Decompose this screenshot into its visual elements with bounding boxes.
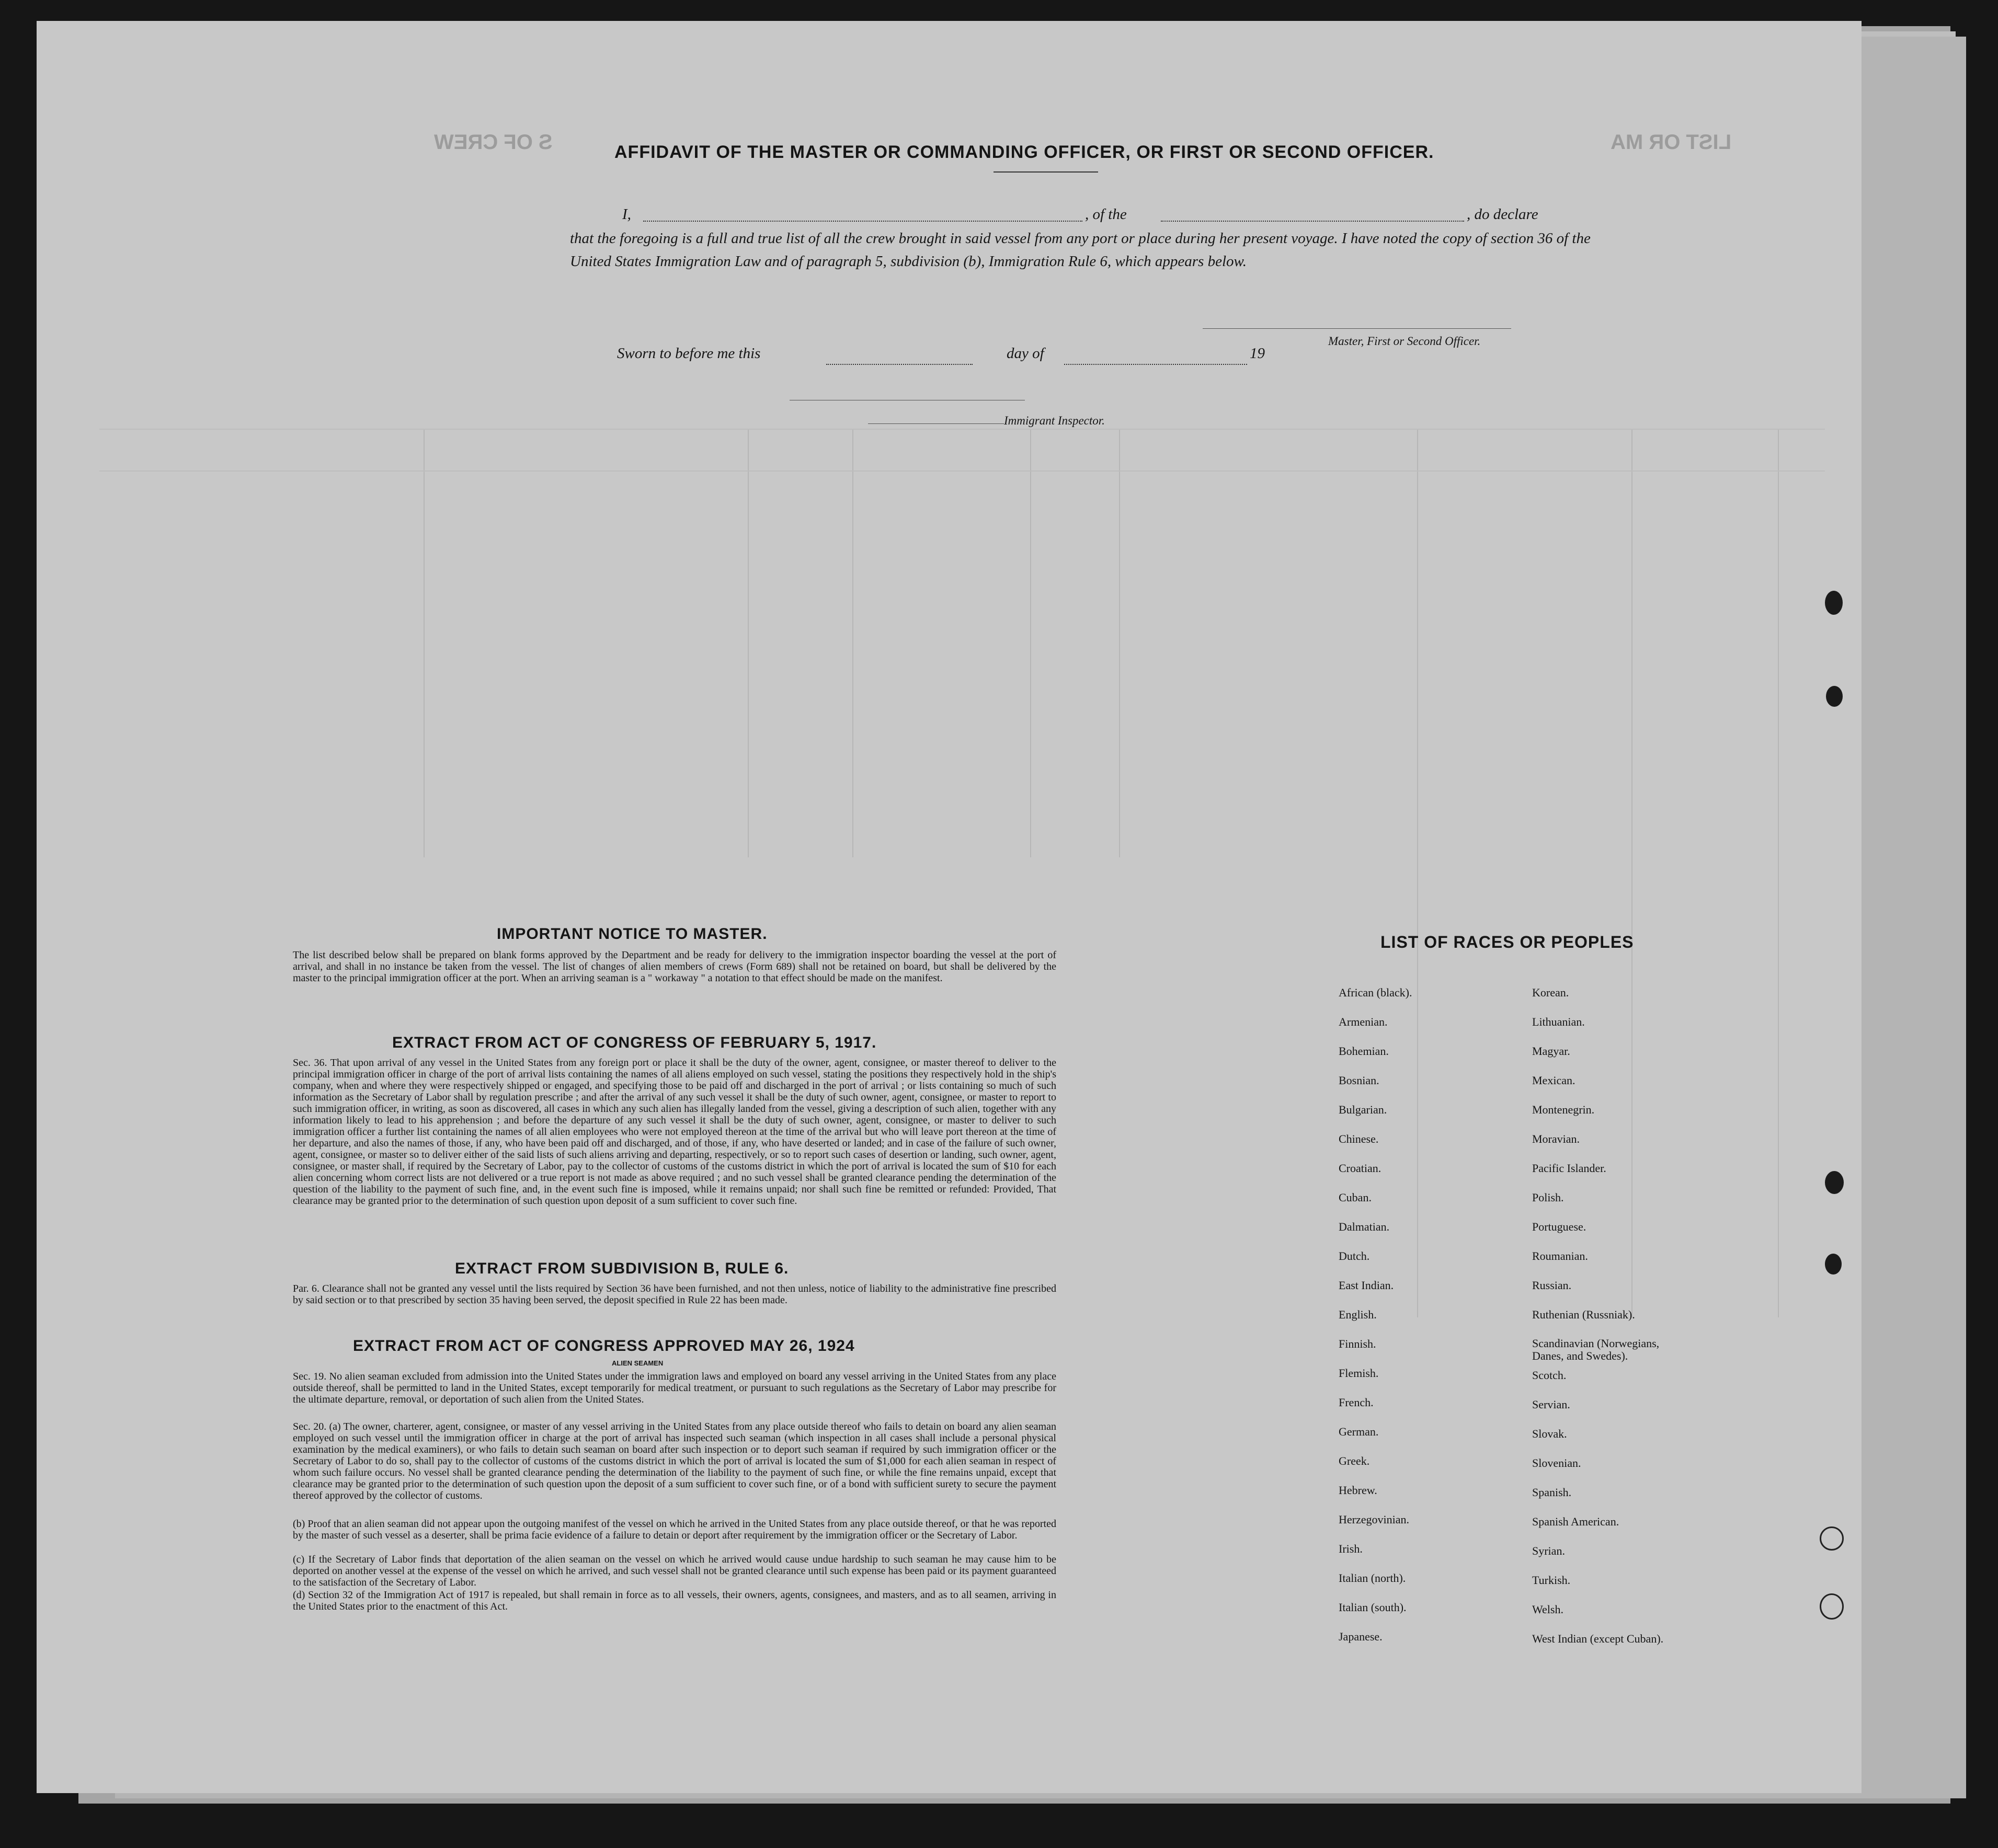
binder-hole: [1825, 1254, 1842, 1275]
race-item: Flemish.: [1339, 1367, 1379, 1380]
race-item: Greek.: [1339, 1454, 1370, 1467]
extract-1924-title: EXTRACT FROM ACT OF CONGRESS APPROVED MAY 26, 1924: [353, 1337, 855, 1355]
race-item: Cuban.: [1339, 1191, 1372, 1204]
binder-hole: [1820, 1593, 1844, 1620]
race-item: Roumanian.: [1532, 1249, 1588, 1262]
race-item: Turkish.: [1532, 1574, 1571, 1587]
race-item: Portuguese.: [1532, 1220, 1586, 1233]
bleed-gridline: [1417, 429, 1418, 1317]
sec-20a-text: Sec. 20. (a) The owner, charterer, agent, consignee, or master of any vessel arriving in the United States from any place outside thereof who fails to detain on board any alien seaman employed on such vessel until the immigration officer in charge at the port of arrival has inspected such seaman (which inspection in all cases shall include a personal physical examination by the medical examiners), or who fails to detain such seaman on board after such inspection or to deport such seaman if required by such immigration officer or the Secretary of Labor to do so, shall pay to the collector of customs of the customs district in which the port of arrival is located the sum of $1,000 for each alien seaman in respect of whom such failure occurs. No vessel shall be granted clearance pending the determination of the liability to the payment of such fine, or while the fine remains unpaid, except that clearance may be granted prior to the determination of such question upon the deposit of a sum sufficient to cover such fine, or of a bond with sufficient surety to secure the payment thereof approved by the collector of customs.: [293, 1421, 1056, 1501]
race-item: Finnish.: [1339, 1337, 1376, 1350]
race-item: Slovenian.: [1532, 1456, 1581, 1470]
race-item: Polish.: [1532, 1191, 1564, 1204]
race-item: Moravian.: [1532, 1132, 1580, 1145]
master-signature-label: Master, First or Second Officer.: [1328, 335, 1481, 348]
race-item: Italian (south).: [1339, 1601, 1407, 1614]
sworn-line: [617, 345, 1297, 371]
race-item: Ruthenian (Russniak).: [1532, 1308, 1635, 1321]
document-page: [37, 21, 1862, 1793]
bleed-rule: [99, 470, 1825, 472]
race-item: West Indian (except Cuban).: [1532, 1632, 1664, 1645]
race-item: Spanish American.: [1532, 1515, 1619, 1528]
race-item: French.: [1339, 1396, 1374, 1409]
affidavit-statement: that the foregoing is a full and true list of all the crew brought in said vessel from any port or place during her present voyage. I have noted the copy of section 36 of the United States Immigration Law and of paragraph 5, subdivision (b), Immigration Rule 6, which appears below.: [570, 230, 1591, 270]
race-item: Welsh.: [1532, 1603, 1563, 1616]
race-item: Scandinavian (Norwegians, Danes, and Swedes).: [1532, 1337, 1660, 1362]
vessel-blank: [1161, 221, 1464, 222]
race-item: Syrian.: [1532, 1544, 1565, 1557]
binder-hole: [1825, 1171, 1844, 1194]
race-item: Magyar.: [1532, 1044, 1570, 1058]
name-blank: [643, 221, 1082, 222]
rule-6-text: Par. 6. Clearance shall not be granted any vessel until the lists required by Section 36 have been furnished, and not then unless, notice of liability to the administrative fine prescribed by said section or to that prescribed by section 35 having been served, the deposit specified in Rule 22 has been made.: [293, 1283, 1056, 1306]
race-item: Armenian.: [1339, 1015, 1388, 1028]
notice-text: The list described below shall be prepared on blank forms approved by the Department and be ready for delivery to the immigration inspector boarding the vessel at the port of arrival, and shall in no instance be taken from the vessel. The list of changes of alien members of crews (Form 689) shall not be retained on board, but shall be delivered by the master to the principal immigration officer at the port. When an arriving seaman is a " workaway " a notation to that effect should be made on the manifest.: [293, 949, 1056, 984]
day-blank: [826, 364, 973, 365]
binder-hole: [1820, 1526, 1844, 1551]
race-item: English.: [1339, 1308, 1377, 1321]
race-item: Montenegrin.: [1532, 1103, 1595, 1116]
bleed-header-right: LIST OR MA: [1611, 131, 1732, 154]
binder-hole: [1825, 591, 1843, 615]
notice-title: IMPORTANT NOTICE TO MASTER.: [497, 925, 768, 943]
sec-20d-text: (d) Section 32 of the Immigration Act of 1917 is repealed, but shall remain in force as to all vessels, their owners, agents, consignees, and masters, and as to all seamen, arriving in the United States prior to the enactment of this Act.: [293, 1589, 1056, 1612]
race-item: Italian (north).: [1339, 1571, 1406, 1585]
inspector-signature-line: [868, 423, 1004, 424]
race-item: Russian.: [1532, 1279, 1572, 1292]
i-label: I,: [622, 206, 631, 223]
race-item: Dalmatian.: [1339, 1220, 1390, 1233]
inspector-label: Immigrant Inspector.: [1004, 414, 1105, 427]
bleed-gridline: [424, 429, 425, 857]
bleed-gridline: [748, 429, 749, 857]
sworn-label: Sworn to before me this: [617, 345, 761, 362]
bleed-rule: [99, 429, 1825, 430]
race-item: Croatian.: [1339, 1162, 1382, 1175]
bleed-gridline: [852, 429, 853, 857]
race-item: Pacific Islander.: [1532, 1162, 1606, 1175]
race-item: Hebrew.: [1339, 1484, 1377, 1497]
race-item: East Indian.: [1339, 1279, 1394, 1292]
declare-label: , do declare: [1467, 206, 1538, 223]
extract-1917-title: EXTRACT FROM ACT OF CONGRESS OF FEBRUARY 5, 1917.: [392, 1034, 877, 1051]
title-underline: [994, 171, 1098, 173]
bleed-gridline: [1030, 429, 1031, 857]
sec-19-text: Sec. 19. No alien seaman excluded from admission into the United States under the immigration laws and employed on board any vessel arriving in the United States from any place outside thereof, shall be permitted to land in the United States, except temporarily for medical treatment, or pursuant to such regulations as the Secretary of Labor may prescribe for the ultimate departure, removal, or deportation of such alien from the United States.: [293, 1371, 1056, 1405]
race-item: Slovak.: [1532, 1427, 1567, 1440]
race-item: Scotch.: [1532, 1369, 1567, 1382]
race-item: Dutch.: [1339, 1249, 1370, 1262]
race-item: Chinese.: [1339, 1132, 1379, 1145]
month-blank: [1064, 364, 1247, 365]
race-item: Spanish.: [1532, 1486, 1572, 1499]
race-item: Servian.: [1532, 1398, 1570, 1411]
rule-6-title: EXTRACT FROM SUBDIVISION B, RULE 6.: [455, 1260, 789, 1277]
of-the-label: , of the: [1085, 206, 1127, 223]
race-item: African (black).: [1339, 986, 1412, 999]
race-item: Mexican.: [1532, 1074, 1575, 1087]
master-signature-line: [1203, 328, 1511, 329]
affidavit-first-line: [570, 203, 1595, 226]
binder-hole: [1826, 686, 1843, 707]
race-item: Bulgarian.: [1339, 1103, 1387, 1116]
races-title: LIST OF RACES OR PEOPLES: [1380, 933, 1634, 951]
extract-1917-text: Sec. 36. That upon arrival of any vessel in the United States from any foreign port or place it shall be the duty of the owner, agent, consignee, or master thereof to deliver to the principal immigration officer in charge of the port of arrival lists containing the names of all aliens employed on such vessel, stating the positions they respectively hold in the ship's company, when and where they were respectively shipped or engaged, and specifying those to be paid off and discharged in the port of arrival ; or lists containing so much of such information as the Secretary of Labor shall by regulation prescribe ; and after the arrival of any such vessel it shall be the duty of such owner, agent, consignee, or master to report to such immigration officer, in writing, as soon as discovered, all cases in which any such alien has illegally landed from the vessel, giving a description of such alien, together with any information likely to lead to his apprehension ; and before the departure of any such vessel it shall be the duty of such owner, agent, consignee, or master to deliver to such immigration officer a further list containing the names of all alien employees who were not employed thereon at the time of the arrival but who will leave port thereon at the time of her departure, and also the names of those, if any, who have been paid off and discharged, and of those, if any, who have deserted or landed; and in case of the failure of such owner, agent, consignee, or master so to deliver either of the said lists of such aliens arriving and departing, respectively, or so to report such cases of desertion or landing, such owner, agent, consignee, or master shall, if required by the Secretary of Labor, pay to the collector of customs of the customs district in which the port of arrival is located the sum of $10 for each alien concerning whom correct lists are not delivered or a true report is not made as above required ; and no such vessel shall be granted clearance pending the determination of the question of the liability to the payment of such fine, and, in the event such fine is imposed, while it remains unpaid; nor shall such fine be remitted or refunded: Provided, That clearance may be granted prior to the determination of such question upon deposit of a sum sufficient to cover such fine.: [293, 1057, 1056, 1207]
race-item: Irish.: [1339, 1542, 1363, 1555]
race-item: Bosnian.: [1339, 1074, 1379, 1087]
alien-seamen-subtitle: ALIEN SEAMEN: [612, 1359, 664, 1367]
race-item: Korean.: [1532, 986, 1569, 999]
race-item: Herzegovinian.: [1339, 1513, 1409, 1526]
bleed-header-left: S OF CREW: [434, 131, 553, 154]
bleed-gridline: [1778, 429, 1779, 1317]
race-item: Lithuanian.: [1532, 1015, 1585, 1028]
bleed-gridline: [1119, 429, 1120, 857]
race-item: Japanese.: [1339, 1630, 1383, 1643]
year-label: 19: [1250, 345, 1265, 362]
affidavit-title: AFFIDAVIT OF THE MASTER OR COMMANDING OFFICER, OR FIRST OR SECOND OFFICER.: [614, 142, 1434, 162]
race-item: Bohemian.: [1339, 1044, 1389, 1058]
bleed-gridline: [1631, 429, 1632, 1317]
sec-20b-text: (b) Proof that an alien seaman did not appear upon the outgoing manifest of the vessel on which he arrived in the United States from any place outside thereof, or that he was reported by the master of such vessel as a deserter, shall be prima facie evidence of a failure to detain or deport after requirement by the immigration officer or the Secretary of Labor.: [293, 1518, 1056, 1541]
day-of-label: day of: [1007, 345, 1044, 362]
sec-20c-text: (c) If the Secretary of Labor finds that deportation of the alien seaman on the vessel on which he arrived would cause undue hardship to such seaman he may cause him to be deported on another vessel at the expense of the vessel on which he arrived, and such vessel shall not be granted clearance until such expense has been paid or its payment guaranteed to the satisfaction of the Secretary of Labor.: [293, 1554, 1056, 1588]
race-item: German.: [1339, 1425, 1379, 1438]
